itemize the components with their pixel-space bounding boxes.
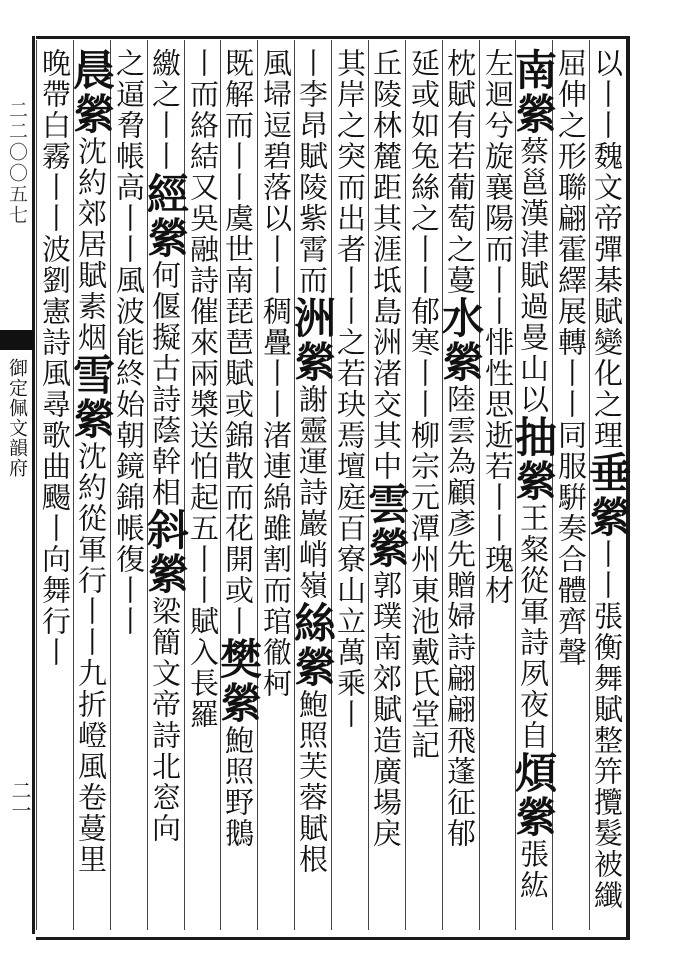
entry-headword: 水: [436, 296, 485, 340]
text-column: [38, 48, 71, 928]
text-segment: 既解而丨丨虞世南琵琶賦或錦散而花開或丨: [221, 48, 255, 637]
text-segment: 稠疊丨丨渚連綿: [259, 296, 293, 513]
text-segment: 晚帶白霧丨丨: [38, 48, 72, 234]
text-segment: 謝靈運詩巖峭嶺: [295, 384, 329, 601]
text-segment: 以丨丨魏文帝彈棊賦變化之理: [590, 48, 624, 451]
column-rule: [257, 40, 258, 930]
text-segment: 波劉憲詩風尋歌曲颺丨向舞行丨: [38, 234, 72, 668]
entry-headword: 經: [141, 172, 190, 216]
text-segment: 屈伸之形聯翩霍繹展轉丨丨同服騈奏合體齊聲: [554, 48, 588, 668]
entry-headword: 縈: [362, 526, 411, 570]
entry-headword: 縈: [141, 552, 190, 596]
entry-headword: 縈: [67, 397, 116, 441]
text-segment: 瑰材: [481, 544, 515, 606]
text-column: [214, 48, 263, 928]
entry-headword: 縈: [436, 340, 485, 384]
text-column: [141, 48, 190, 928]
entry-headword: 縈: [288, 340, 337, 384]
text-column: [333, 48, 366, 928]
text-segment: 郭璞南郊賦造廣場戾: [369, 570, 403, 849]
entry-headword: 縈: [214, 681, 263, 725]
entry-headword: 縈: [509, 459, 558, 503]
text-segment: 丨而絡結又吳融詩催來兩槳送怕起五丨丨: [186, 48, 220, 606]
entry-headword: 南: [509, 48, 558, 92]
text-segment: 沈約從軍行丨丨九折嶝風卷蔓里: [74, 441, 108, 875]
text-segment: 悱性思逝若丨丨: [481, 327, 515, 544]
column-rule: [479, 40, 480, 930]
text-segment: 沈約郊居賦素烟: [74, 136, 108, 353]
text-column: [436, 48, 485, 928]
margin-top-text: 二二〇〇五七: [6, 100, 28, 226]
text-segment: 雖割而琯徹柯: [259, 513, 293, 699]
text-segment: 丘陵林麓距其涯坻島洲渚交其中: [369, 48, 403, 482]
text-segment: 丨丨張衡舞賦整笄攬髮被纖: [590, 539, 624, 911]
entry-headword: 縈: [583, 495, 632, 539]
entry-headword: 煩: [509, 751, 558, 795]
text-segment: 柳宗元潭州東池戴氏堂記: [407, 420, 441, 761]
text-column: [509, 48, 558, 928]
text-segment: 之逼脅帳高: [112, 48, 146, 203]
book-title: 御定佩文韻府: [6, 358, 28, 478]
entry-headword: 樊: [214, 637, 263, 681]
page-number: 二一: [8, 780, 32, 820]
entry-headword: 縈: [509, 92, 558, 136]
margin-column: [0, 40, 34, 930]
text-column: [481, 48, 514, 928]
text-column: [407, 48, 440, 928]
column-rule: [110, 40, 111, 930]
text-segment: 枕賦有若葡萄之蔓: [443, 48, 477, 296]
text-segment: 郁寒丨丨: [407, 296, 441, 420]
text-segment: 其岸之突而出者丨丨之若玦焉: [333, 48, 367, 451]
entry-headword: 縈: [509, 795, 558, 839]
text-column: [288, 48, 337, 928]
entry-headword: 雪: [67, 353, 116, 397]
text-column: [67, 48, 116, 928]
text-segment: 丨丨風波能終始: [112, 203, 146, 420]
text-column: [583, 48, 632, 928]
entry-headword: 斜: [141, 508, 190, 552]
entry-headword: 雲: [362, 482, 411, 526]
entry-headword: 抽: [509, 415, 558, 459]
text-segment: 張紘: [516, 839, 550, 901]
text-segment: 壇庭百寮山立萬乘丨: [333, 451, 367, 730]
text-column: [554, 48, 587, 928]
text-segment: 丨李昂賦陵紫霄而: [295, 48, 329, 296]
text-segment: 王粲從軍詩夙夜自: [516, 503, 550, 751]
text-segment: 延或如兔絲之丨丨: [407, 48, 441, 296]
text-column: [362, 48, 411, 928]
text-column: [259, 48, 292, 928]
text-segment: 何偃擬古詩蔭幹相: [148, 260, 182, 508]
column-rule: [36, 40, 37, 930]
fishtail-mark: [0, 330, 34, 350]
entry-headword: 絲: [288, 601, 337, 645]
text-segment: 鮑照芙蓉賦根: [295, 689, 329, 875]
entry-headword: 縈: [67, 92, 116, 136]
text-segment: 賦入長羅: [186, 606, 220, 730]
text-column: [112, 48, 145, 928]
text-segment: 蔡邕漢津賦過曼山以: [516, 136, 550, 415]
entry-headword: 垂: [583, 451, 632, 495]
entry-headword: 晨: [67, 48, 116, 92]
text-segment: 陸雲為顧彥先贈婦詩翩翩飛蓬征郁: [443, 384, 477, 849]
text-segment: 朝鏡錦帳復丨丨: [112, 420, 146, 637]
column-rule: [331, 40, 332, 930]
text-segment: 風埽逗碧落以丨丨: [259, 48, 293, 296]
entry-headword: 縈: [288, 645, 337, 689]
text-column: [186, 48, 219, 928]
text-segment: 梁簡文帝詩北窓向: [148, 596, 182, 844]
entry-headword: 縈: [141, 216, 190, 260]
entry-headword: 洲: [288, 296, 337, 340]
text-segment: 鮑照野鵝: [221, 725, 255, 849]
text-segment: 繳之丨丨: [148, 48, 182, 172]
text-segment: 左迴兮旋襄陽而丨丨: [481, 48, 515, 327]
